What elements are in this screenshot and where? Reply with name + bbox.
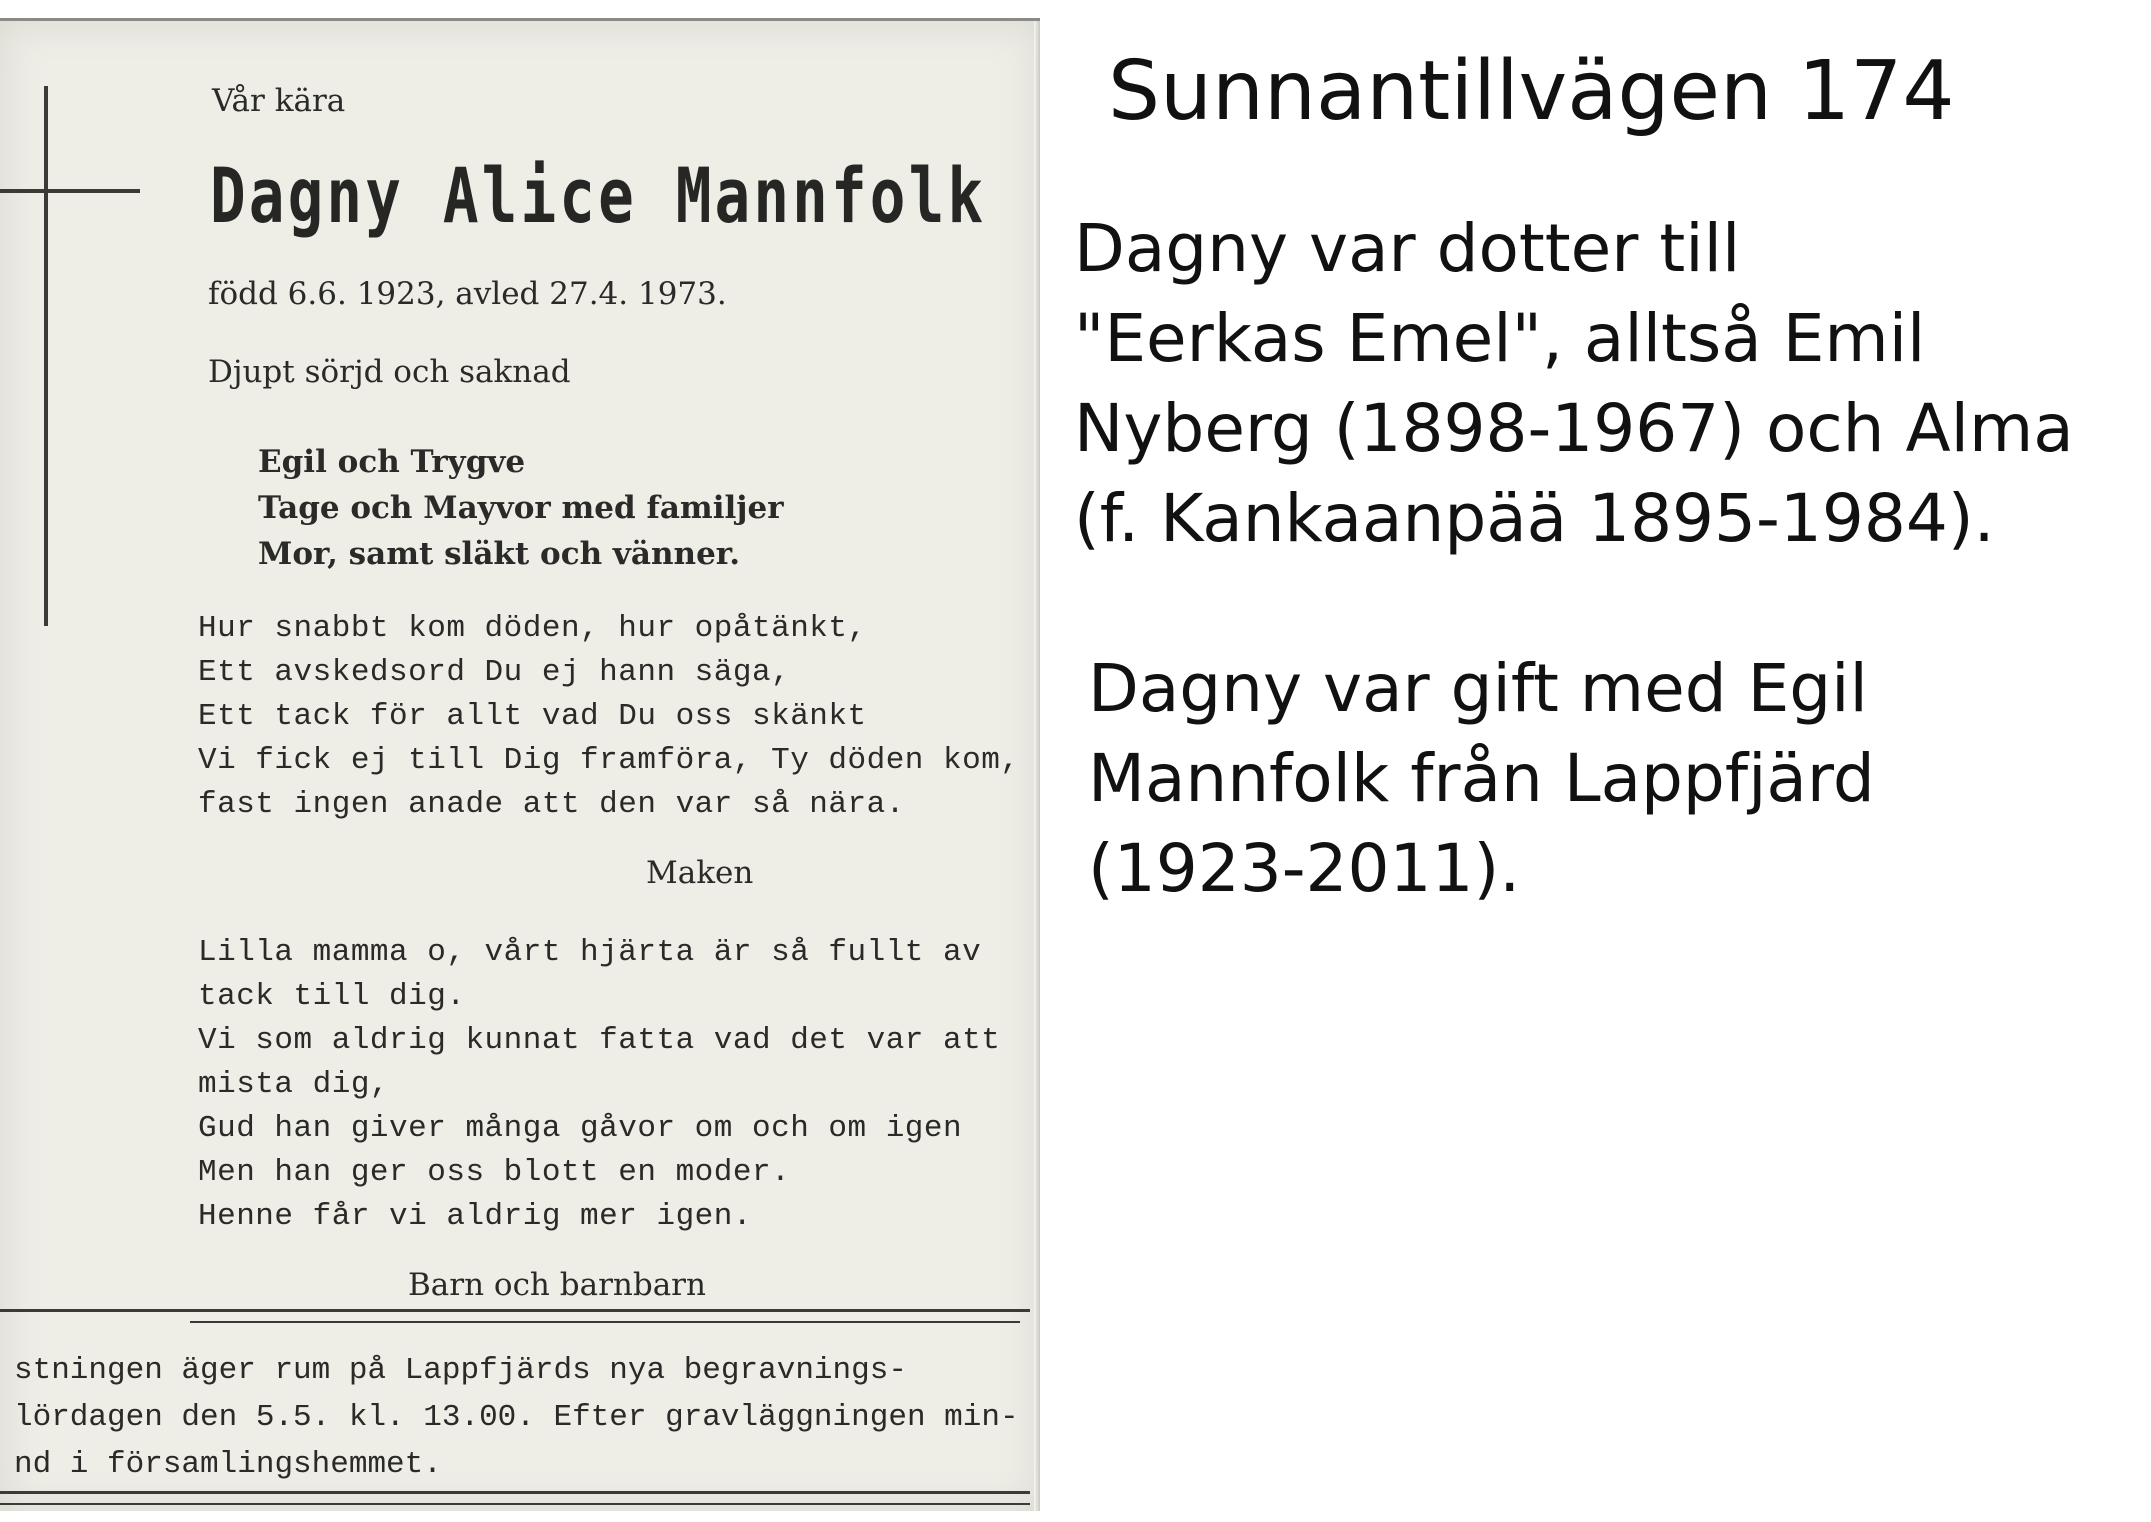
poem-line: Lilla mamma o, vårt hjärta är så fullt av [198, 935, 982, 970]
poem-line: Hur snabbt kom döden, hur opåtänkt, [198, 611, 867, 646]
cross-symbol-vertical [44, 86, 48, 626]
family-line: Egil och Trygve [258, 444, 526, 480]
poem-children [198, 931, 1000, 1239]
mourning-line: Djupt sörjd och saknad [208, 354, 571, 390]
poem-line: Vi fick ej till Dig framföra, Ty döden kom, [198, 743, 1020, 778]
notice-line: lördagen den 5.5. kl. 13.00. Efter gravläggningen min- [14, 1400, 1019, 1435]
poem-line: Ett tack för allt vad Du oss skänkt [198, 699, 867, 734]
spouse-paragraph [1088, 644, 1875, 914]
cross-symbol-horizontal [0, 189, 140, 193]
divider [0, 1503, 1030, 1505]
paragraph-line: "Eerkas Emel", alltså Emil [1074, 300, 1926, 377]
paragraph-line: Dagny var gift med Egil [1088, 650, 1868, 727]
poem-line: Men han ger oss blott en moder. [198, 1155, 791, 1190]
obituary-clipping [0, 18, 1040, 1511]
poem-signature-children: Barn och barnbarn [408, 1267, 706, 1303]
divider [190, 1321, 1020, 1323]
poem-signature-spouse: Maken [646, 855, 754, 891]
address-heading: Sunnantillvägen 174 [1108, 44, 1955, 139]
parents-paragraph [1074, 204, 2074, 564]
poem-line: Gud han giver många gåvor om och om igen [198, 1111, 963, 1146]
divider [0, 1491, 1030, 1494]
paragraph-line: (1923-2011). [1088, 830, 1521, 907]
life-dates: född 6.6. 1923, avled 27.4. 1973. [208, 276, 727, 312]
poem-line: fast ingen anade att den var så nära. [198, 787, 905, 822]
funeral-notice [14, 1347, 1019, 1488]
poem-line: Ett avskedsord Du ej hann säga, [198, 655, 791, 690]
poem-spouse [198, 607, 1019, 827]
paragraph-line: Dagny var dotter till [1074, 210, 1741, 287]
notice-line: stningen äger rum på Lappfjärds nya begravnings- [14, 1353, 907, 1388]
poem-line: mista dig, [198, 1067, 390, 1102]
notice-line: nd i församlingshemmet. [14, 1447, 442, 1482]
paragraph-line: Mannfolk från Lappfjärd [1088, 740, 1875, 817]
poem-line: Henne får vi aldrig mer igen. [198, 1199, 752, 1234]
family-list [258, 439, 784, 577]
divider [0, 1309, 1030, 1312]
obituary-intro: Vår kära [212, 83, 346, 119]
clipping-edge [1034, 21, 1040, 1511]
poem-line: tack till dig. [198, 979, 466, 1014]
paragraph-line: (f. Kankaanpää 1895-1984). [1074, 480, 1995, 557]
deceased-name: Dagny Alice Mannfolk [210, 151, 987, 240]
poem-line: Vi som aldrig kunnat fatta vad det var att [198, 1023, 1001, 1058]
paragraph-line: Nyberg (1898-1967) och Alma [1074, 390, 2074, 467]
family-line: Mor, samt släkt och vänner. [258, 536, 741, 572]
family-line: Tage och Mayvor med familjer [258, 490, 784, 526]
